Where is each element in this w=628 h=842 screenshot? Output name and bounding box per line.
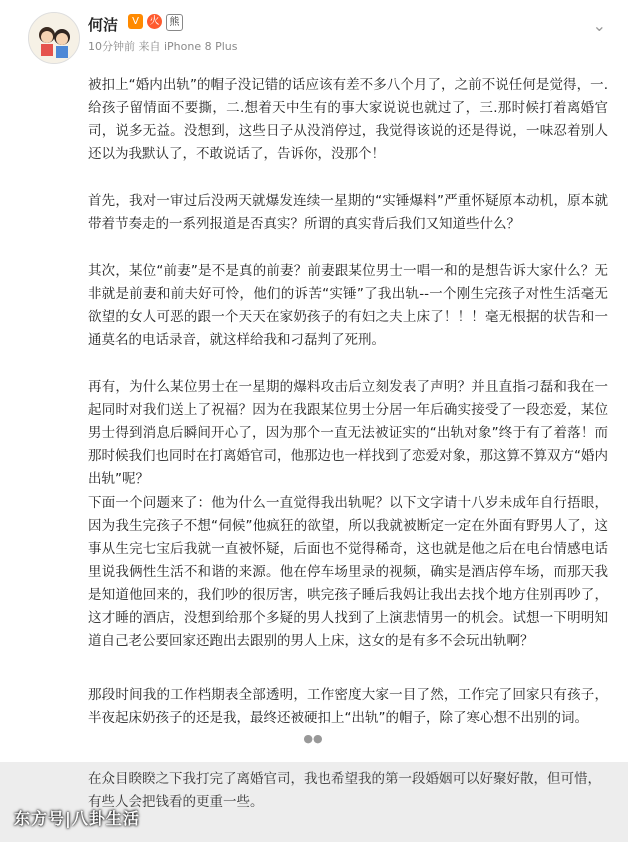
paragraph-3: 其次，某位“前妻”是不是真的前妻？前妻跟某位男士一唱一和的是想告诉大家什么？无非就是前妻和前夫好可怜，他们的诉苦“实锤”了我出轨--一个刚生完孩子对性生活毫无欲望的女人可恶的跟一个天天在家奶孩子的有妇之夫上床了！！！毫无根据的状告和一通莫名的电话录音，就这样给我和刁磊判了死刑。 (88, 263, 608, 348)
user-badges (128, 14, 183, 31)
fire-badge-icon: 火 (147, 14, 162, 29)
avatar-image-icon (29, 13, 79, 63)
paragraph-5: 下面一个问题来了：他为什么一直觉得我出轨呢？以下文字请十八岁未成年自行捂眼，因为我生完孩子不想“伺候”他疯狂的欲望，所以我就被断定一定在外面有野男人了，这事从生完七宝后我就一直被怀疑，后面也不觉得稀奇，这也就是他之后在电台情感电话里说我俩性生活不和谐的来源。他在停车场里录的视频，确实是酒店停车场，而那天我是知道他回来的，我们吵的很厉害，哄完孩子睡后我妈让我出去找个地方住别再吵了，这才睡的酒店，没想到给那个多疑的男人找到了上演悲情男一的机会。试想一下明明知道自己老公要回家还跑出去跟别的男人上床，这女的是有多不会玩出轨啊？ (88, 495, 608, 649)
username[interactable]: 何洁 (88, 16, 119, 34)
continuation-block (0, 762, 628, 842)
post-header (0, 0, 628, 72)
footer-paragraph: 在众目睽睽之下我打完了离婚官司，我也希望我的第一段婚姻可以好聚好散，但可惜，有些人会把钱看的更重一些。 (88, 771, 601, 810)
post-meta: 10分钟前 来自 iPhone 8 Plus (88, 40, 238, 53)
avatar[interactable] (28, 12, 80, 64)
verified-v-icon: V (128, 14, 143, 29)
weibo-watermark-icon: ●● (303, 732, 323, 745)
panda-badge-icon: 熊 (166, 14, 183, 31)
paragraph-1: 被扣上“婚内出轨”的帽子没记错的话应该有差不多八个月了，之前不说任何是觉得，一.给孩子留情面不要撕，二.想着天中生有的事大家说说也就过了，三.那时候打着离婚官司，说多无益。没想到，这些日子从没消停过，我觉得该说的还是得说，一味忍着别人还以为我默认了，不敢说话了，告诉你，没那个！ (88, 77, 608, 162)
paragraph-4: 再有，为什么某位男士在一星期的爆料攻击后立刻发表了声明？并且直指刁磊和我在一起同时对我们送上了祝福？因为在我跟某位男士分居一年后确实接受了一段恋爱，某位男士得到消息后瞬间开心了，因为那个一直无法被证实的“出轨对象”终于有了着落！而那时候我们也同时在打离婚官司，他那边也一样找到了恋爱对象，那这算不算双方“婚内出轨”呢？ (88, 379, 608, 487)
chevron-down-icon[interactable]: ⌄ (592, 16, 606, 35)
paragraph-6: 那段时间我的工作档期表全部透明，工作密度大家一目了然，工作完了回家只有孩子，半夜起床奶孩子的还是我，最终还被硬扣上“出轨”的帽子，除了寒心想不出别的词。 (88, 687, 608, 726)
paragraph-2: 首先，我对一审过后没两天就爆发连续一星期的“实锤爆料”严重怀疑原本动机，原本就带着节奏走的一系列报道是否真实？所谓的真实背后我们又知道些什么？ (88, 193, 608, 232)
post-content (0, 72, 628, 762)
source-watermark: 东方号|八卦生活 (14, 809, 140, 828)
